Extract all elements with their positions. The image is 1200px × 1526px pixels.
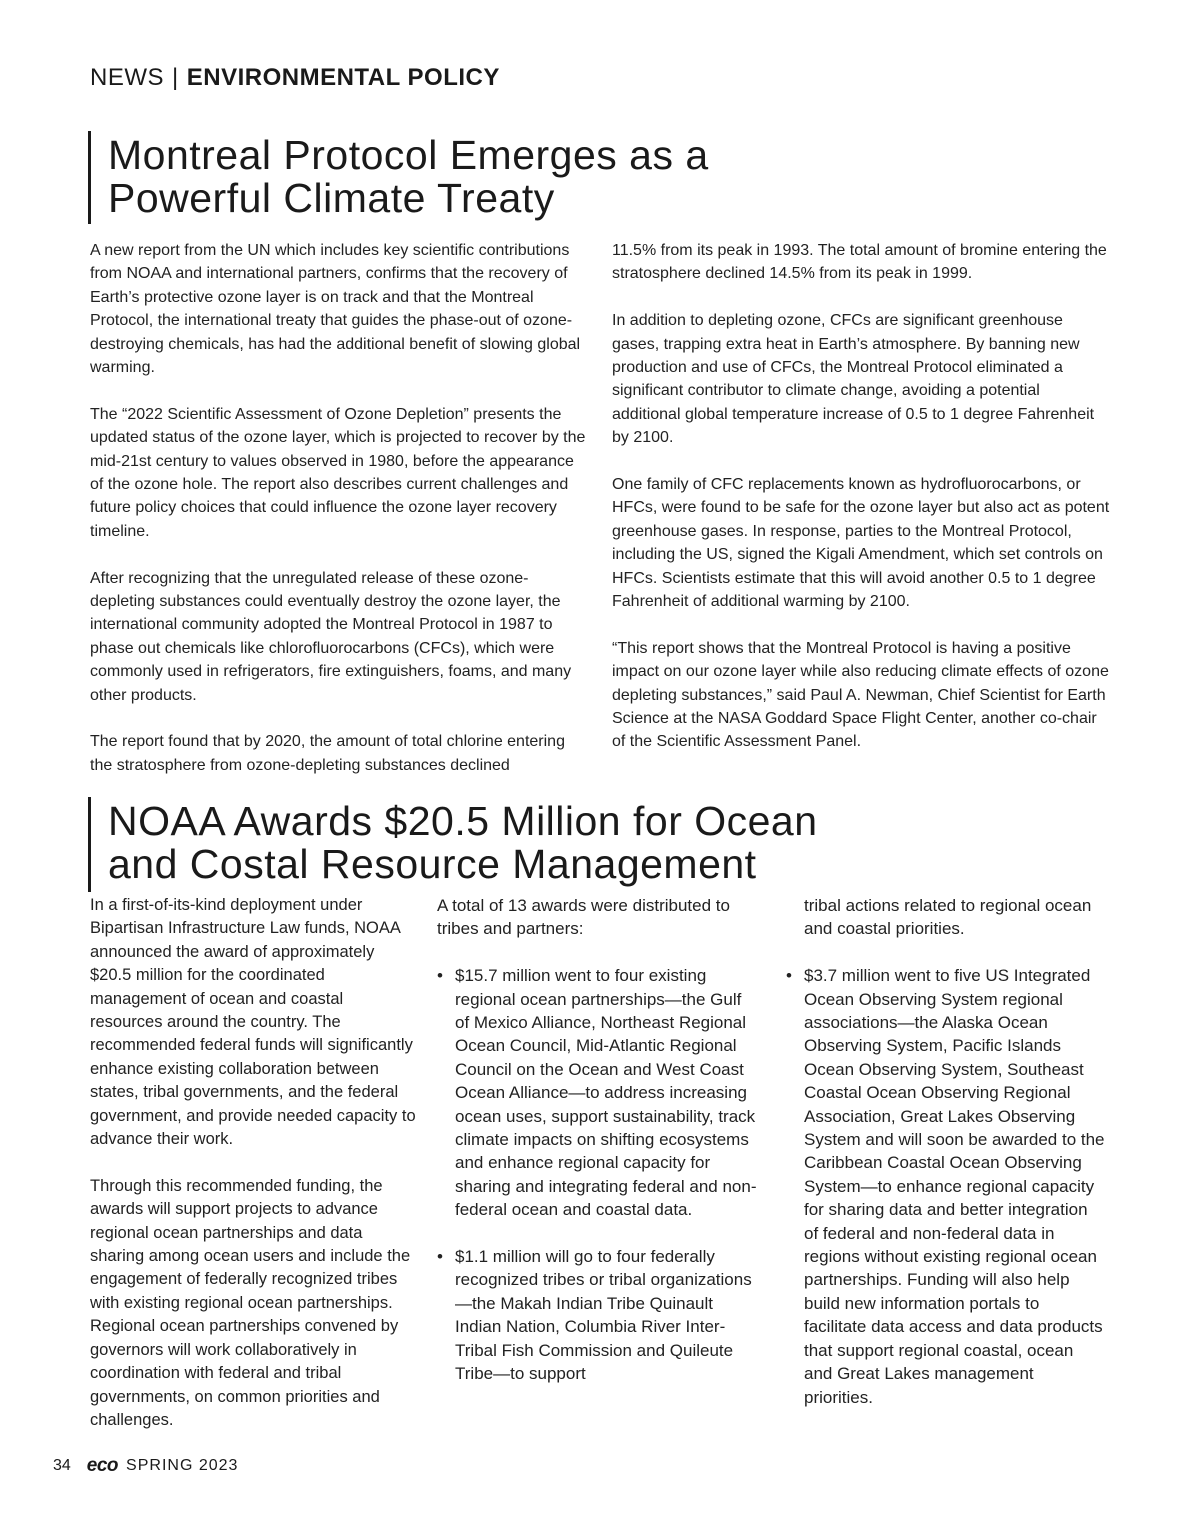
article2-title-line: NOAA Awards $20.5 Million for Ocean bbox=[108, 798, 818, 844]
article1-paragraph: The “2022 Scientific Assessment of Ozone Depletion” presents the updated status of the ozone layer, which is projected to recover by the mid-21st century to values observed in 1980, before the appearance of the ozone hole. The report also describes current challenges and future policy choices that could influence the ozone layer recovery timeline. bbox=[90, 405, 586, 540]
article1-quote: “This report shows that the Montreal Protocol is having a positive impact on our ozone layer while also reducing climate effects of ozone depleting substances,” said Paul A. Newman, Chief Scientist for Earth Science at the NASA Goddard Space Flight Center, another co-chair of the Scientific Assessment Panel. bbox=[612, 639, 1109, 751]
section-name: NEWS bbox=[90, 64, 164, 91]
article1-paragraph: 11.5% from its peak in 1993. The total amount of bromine entering the stratosphere declined 14.5% from its peak in 1999. bbox=[612, 242, 1107, 283]
article2-paragraph: In a first-of-its-kind deployment under Bipartisan Infrastructure Law funds, NOAA announced the award of approximately $20.5 million for the coordinated management of ocean and coastal resources around the country. The recommended federal funds will significantly enhance existing collaboration between states, tribal governments, and the federal government, and provide needed capacity to advance their work. bbox=[90, 896, 416, 1149]
article1-paragraph: The report found that by 2020, the amount of total chlorine entering the stratosphere from ozone-depleting substances declined bbox=[90, 733, 565, 774]
article2-title bbox=[88, 797, 818, 892]
issue-label: SPRING 2023 bbox=[126, 1457, 239, 1474]
page-number: 34 bbox=[53, 1457, 71, 1474]
article1-paragraph: After recognizing that the unregulated release of these ozone-depleting substances could eventually destroy the ozone layer, the international community adopted the Montreal Protocol in 1987 to phase out chemicals like chlorofluorocarbons (CFCs), which were commonly used in refrigerators, fire extinguishers, foams, and many other products. bbox=[90, 569, 572, 704]
section-separator: | bbox=[172, 64, 179, 91]
award-list-item: • $15.7 million went to four existing regional ocean partnerships—the Gulf of Mexico Alliance, Northeast Regional Ocean Council, Mid-Atlantic Regional Council on the Ocean and West Coast Ocean Alliance—to address increasing ocean uses, support sustainability, track climate impacts on shifting ecosystems and enhance regional capacity for sharing and integrating federal and non-federal ocean and coastal data. bbox=[437, 964, 757, 1221]
article2-paragraph: Through this recommended funding, the awards will support projects to advance regional ocean partnerships and data sharing among ocean users and include the engagement of federally recognized tribes with existing regional ocean partnerships. Regional ocean partnerships convened by governors will work collaboratively in coordination with federal and tribal governments, on common priorities and challenges. bbox=[90, 1176, 411, 1429]
article1-right-column bbox=[612, 239, 1112, 777]
award-list-item: • $3.7 million went to five US Integrated Ocean Observing System regional associations—the Alaska Ocean Observing System, Pacific Islands Ocean Observing System, Southeast Coastal Ocean Observing Regional Association, Great Lakes Observing System and will soon be awarded to the Caribbean Coastal Ocean Observing System—to enhance regional capacity for sharing data and better integration of federal and non-federal data in regions without existing regional ocean partnerships. Funding will also help build new information portals to facilitate data access and data products that support regional coastal, ocean and Great Lakes management priorities. bbox=[786, 964, 1106, 1409]
article1-title-line: Montreal Protocol Emerges as a bbox=[108, 132, 709, 178]
award-list-item-continued: tribal actions related to regional ocean and coastal priorities. bbox=[804, 896, 1092, 939]
article2-column-1 bbox=[90, 894, 416, 1456]
article2-column-3 bbox=[786, 894, 1106, 1432]
article1-paragraph: A new report from the UN which includes key scientific contributions from NOAA and international partners, confirms that the recovery of Earth’s protective ozone layer is on track and that the Montreal Protocol, the international treaty that guides the phase-out of ozone-destroying chemicals, has had the additional benefit of slowing global warming. bbox=[90, 242, 581, 377]
article1-paragraph: In addition to depleting ozone, CFCs are significant greenhouse gases, trapping extra heat in Earth’s atmosphere. By banning new production and use of CFCs, the Montreal Protocol eliminated a significant contributor to climate change, avoiding a potential additional global temperature increase of 0.5 to 1 degree Fahrenheit by 2100. bbox=[612, 312, 1095, 447]
article1-title bbox=[88, 131, 709, 224]
award-list bbox=[437, 964, 757, 1385]
article1-paragraph: One family of CFC replacements known as hydrofluorocarbons, or HFCs, were found to be safe for the ozone layer but also act as potent greenhouse gases. In response, parties to the Montreal Protocol, including the US, signed the Kigali Amendment, which set controls on HFCs. Scientists estimate that this will avoid another 0.5 to 1 degree Fahrenheit of additional warming by 2100. bbox=[612, 476, 1110, 611]
section-category: ENVIRONMENTAL POLICY bbox=[186, 64, 500, 91]
article1-left-column bbox=[90, 239, 590, 801]
article2-column-2 bbox=[437, 894, 757, 1409]
page-footer bbox=[53, 1455, 238, 1477]
article2-title-line: and Costal Resource Management bbox=[108, 841, 757, 887]
award-list-item: • $1.1 million will go to four federally recognized tribes or tribal organizations—the Makah Indian Tribe Quinault Indian Nation, Columbia River Inter-Tribal Fish Commission and Quileute Tribe—to support bbox=[437, 1245, 757, 1385]
magazine-logo: eco bbox=[86, 1455, 119, 1476]
award-list bbox=[786, 964, 1106, 1409]
section-label bbox=[90, 64, 500, 92]
article2-intro: A total of 13 awards were distributed to tribes and partners: bbox=[437, 896, 730, 939]
article1-title-line: Powerful Climate Treaty bbox=[108, 175, 555, 221]
